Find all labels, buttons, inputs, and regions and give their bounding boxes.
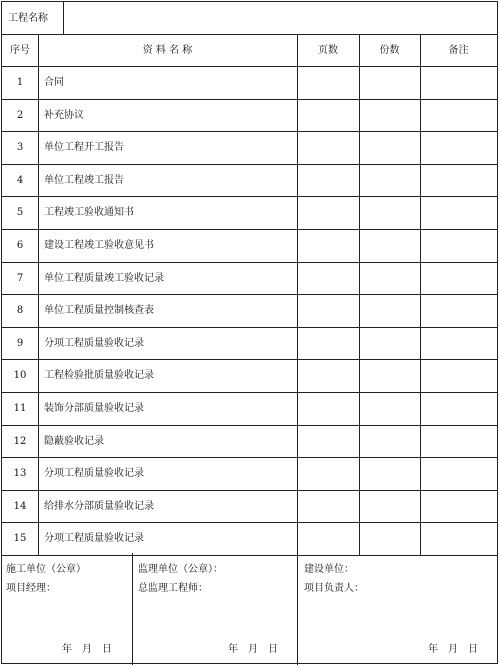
row-copies-cell[interactable] [360, 230, 419, 261]
row-pages-cell[interactable] [298, 100, 358, 131]
supervision-unit-date: 年 月 日 [228, 644, 278, 655]
row-pages-cell[interactable] [298, 165, 358, 196]
row-remarks-cell[interactable] [421, 132, 496, 163]
row-remarks-cell[interactable] [421, 491, 496, 522]
divider [132, 553, 133, 665]
row-copies-cell[interactable] [360, 328, 419, 359]
row-number: 2 [16, 110, 24, 121]
row-number: 13 [13, 468, 27, 479]
row-pages-cell[interactable] [298, 491, 358, 522]
row-copies-cell[interactable] [360, 360, 419, 391]
supervision-unit-label: 监理单位（公章）： [138, 564, 223, 575]
row-remarks-cell[interactable] [421, 458, 496, 489]
row-copies-cell[interactable] [360, 132, 419, 163]
project-name-label: 工程名称 [8, 13, 48, 24]
row-document-name: 工程竣工验收通知书 [44, 207, 134, 218]
construction-unit-date: 年 月 日 [62, 644, 112, 655]
row-pages-cell[interactable] [298, 328, 358, 359]
row-document-name: 隐蔽验收记录 [44, 436, 104, 447]
row-remarks-cell[interactable] [421, 197, 496, 228]
row-pages-cell[interactable] [298, 426, 358, 457]
row-document-name: 补充协议 [44, 110, 84, 121]
row-document-name: 分项工程质量验收记录 [44, 468, 144, 479]
row-document-name: 装饰分部质量验收记录 [44, 403, 144, 414]
row-document-name: 单位工程开工报告 [44, 142, 124, 153]
row-remarks-cell[interactable] [421, 328, 496, 359]
row-document-name: 分项工程质量验收记录 [44, 533, 144, 544]
row-number: 14 [13, 501, 27, 512]
divider [63, 2, 64, 34]
row-number: 12 [13, 436, 27, 447]
divider [2, 425, 497, 426]
chief-supervisor-label: 总监理工程师： [138, 583, 208, 594]
row-remarks-cell[interactable] [421, 165, 496, 196]
row-remarks-cell[interactable] [421, 523, 496, 554]
divider [297, 553, 298, 665]
row-copies-cell[interactable] [360, 458, 419, 489]
row-remarks-cell[interactable] [421, 426, 496, 457]
row-pages-cell[interactable] [298, 132, 358, 163]
row-document-name: 分项工程质量验收记录 [44, 338, 144, 349]
row-remarks-cell[interactable] [421, 393, 496, 424]
divider [2, 490, 497, 491]
row-document-name: 建设工程竣工验收意见书 [44, 240, 154, 251]
row-number: 11 [13, 403, 27, 414]
row-number: 5 [16, 207, 24, 218]
divider [2, 131, 497, 132]
column-header-remarks: 备注 [448, 45, 469, 56]
divider [2, 34, 497, 35]
row-remarks-cell[interactable] [421, 100, 496, 131]
row-document-name: 合同 [44, 77, 64, 88]
row-copies-cell[interactable] [360, 165, 419, 196]
row-number: 8 [16, 305, 24, 316]
row-remarks-cell[interactable] [421, 230, 496, 261]
divider [2, 522, 497, 523]
row-number: 15 [13, 533, 27, 544]
row-pages-cell[interactable] [298, 197, 358, 228]
row-copies-cell[interactable] [360, 263, 419, 294]
row-remarks-cell[interactable] [421, 263, 496, 294]
divider [420, 34, 421, 555]
divider [2, 262, 497, 263]
row-pages-cell[interactable] [298, 360, 358, 391]
column-header-pages: 页数 [318, 45, 338, 56]
divider [2, 196, 497, 197]
project-leader-label: 项目负责人： [304, 583, 364, 594]
row-pages-cell[interactable] [298, 67, 358, 98]
row-remarks-cell[interactable] [421, 360, 496, 391]
row-pages-cell[interactable] [298, 295, 358, 326]
column-header-copies: 份数 [379, 45, 400, 56]
row-pages-cell[interactable] [298, 393, 358, 424]
row-number: 10 [13, 370, 27, 381]
row-pages-cell[interactable] [298, 230, 358, 261]
divider [2, 327, 497, 328]
row-copies-cell[interactable] [360, 295, 419, 326]
divider [2, 392, 497, 393]
project-manager-label: 项目经理： [6, 583, 56, 594]
divider [2, 359, 497, 360]
construction-unit-label: 施工单位（公章） [6, 564, 86, 575]
row-number: 6 [16, 240, 24, 251]
row-document-name: 单位工程质量控制核查表 [44, 305, 154, 316]
column-header-name: 资 料 名 称 [142, 45, 193, 56]
divider [297, 34, 298, 555]
document-form [1, 1, 498, 664]
row-copies-cell[interactable] [360, 393, 419, 424]
row-number: 9 [16, 338, 24, 349]
row-pages-cell[interactable] [298, 263, 358, 294]
row-document-name: 单位工程竣工报告 [44, 175, 124, 186]
client-unit-label: 建设单位： [304, 564, 354, 575]
row-document-name: 单位工程质量竣工验收记录 [44, 273, 164, 284]
divider [2, 457, 497, 458]
divider [359, 34, 360, 555]
divider [38, 34, 39, 555]
row-copies-cell[interactable] [360, 426, 419, 457]
row-copies-cell[interactable] [360, 523, 419, 554]
row-document-name: 工程检验批质量验收记录 [44, 370, 154, 381]
row-copies-cell[interactable] [360, 491, 419, 522]
row-number: 4 [16, 175, 24, 186]
divider [2, 555, 497, 556]
divider [2, 229, 497, 230]
divider [2, 164, 497, 165]
row-number: 3 [16, 142, 24, 153]
row-number: 1 [16, 77, 24, 88]
row-copies-cell[interactable] [360, 197, 419, 228]
row-copies-cell[interactable] [360, 100, 419, 131]
row-remarks-cell[interactable] [421, 67, 496, 98]
row-copies-cell[interactable] [360, 67, 419, 98]
row-remarks-cell[interactable] [421, 295, 496, 326]
divider [2, 294, 497, 295]
client-unit-date: 年 月 日 [428, 644, 478, 655]
divider [2, 66, 497, 67]
row-document-name: 给排水分部质量验收记录 [44, 501, 154, 512]
row-number: 7 [16, 273, 24, 284]
divider [2, 99, 497, 100]
column-header-seq: 序号 [10, 45, 30, 56]
row-pages-cell[interactable] [298, 523, 358, 554]
row-pages-cell[interactable] [298, 458, 358, 489]
